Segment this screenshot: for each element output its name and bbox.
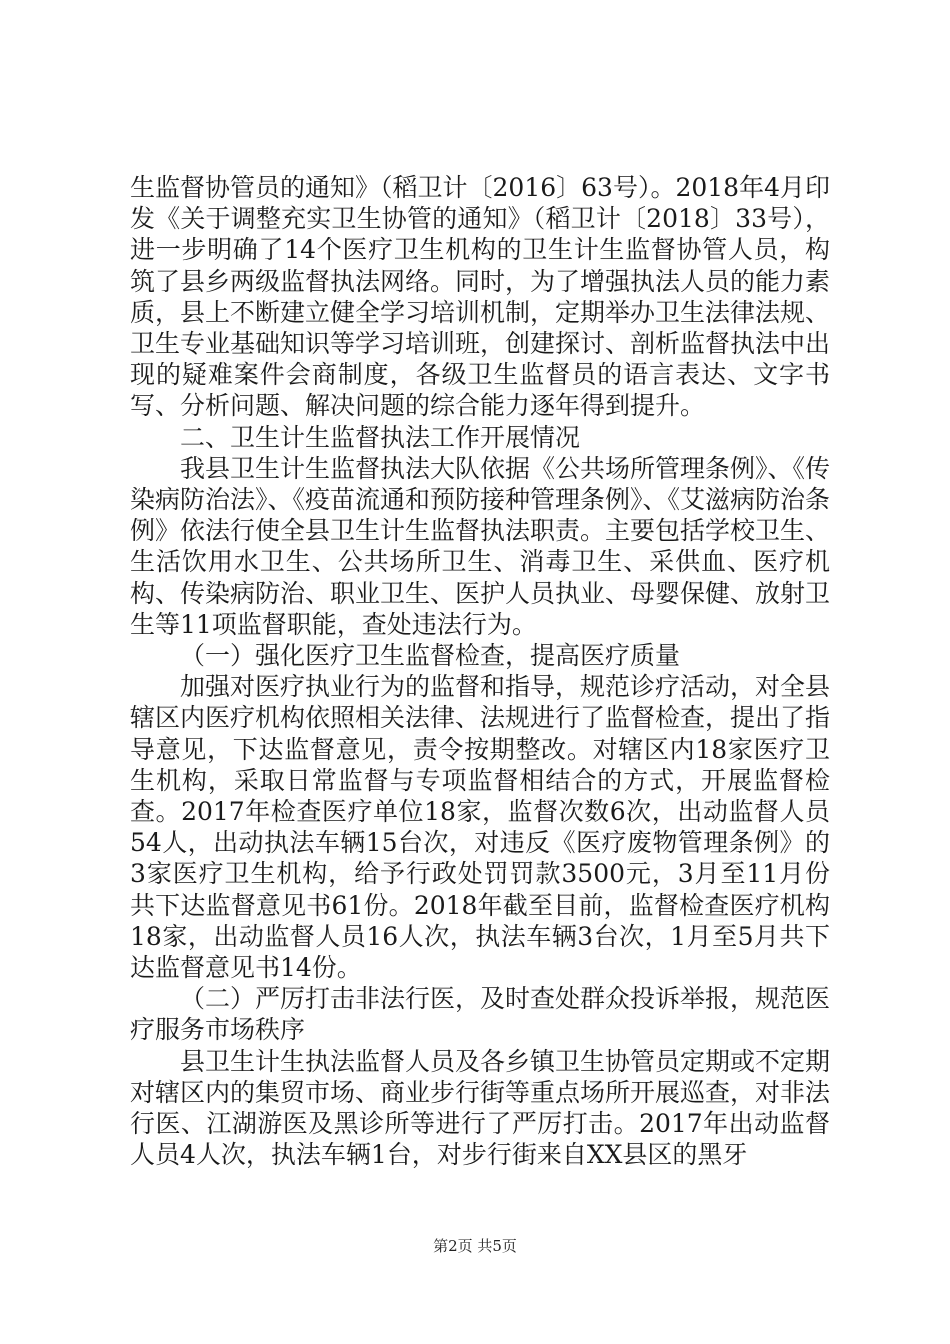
subsection-heading-2: （二）严厉打击非法行医，及时查处群众投诉举报，规范医疗服务市场秩序	[130, 984, 831, 1045]
page-number: 第2页 共5页	[433, 1237, 517, 1255]
document-body	[130, 172, 830, 1171]
paragraph-illegal-practice: 县卫生计生执法监督人员及各乡镇卫生协管员定期或不定期对辖区内的集贸市场、商业步行街等重点场所开展巡查，对非法行医、江湖游医及黑诊所等进行了严厉打击。2017年出动监督人员4人次，执法车辆1台，对步行街来自XX县区的黑牙	[130, 1046, 831, 1170]
paragraph-medical-supervision: 加强对医疗执业行为的监督和指导，规范诊疗活动，对全县辖区内医疗机构依照相关法律、法规进行了监督检查，提出了指导意见，下达监督意见，责令按期整改。对辖区内18家医疗卫生机构，采取日常监督与专项监督相结合的方式，开展监督检查。2017年检查医疗单位18家，监督次数6次，出动监督人员54人，出动执法车辆15台次，对违反《医疗废物管理条例》的3家医疗卫生机构，给予行政处罚罚款3500元，3月至11月份共下达监督意见书61份。2018年截至目前，监督检查医疗机构18家，出动监督人员16人次，执法车辆3台次，1月至5月共下达监督意见书14份。	[130, 672, 831, 983]
subsection-heading-1: （一）强化医疗卫生监督检查，提高医疗质量	[180, 641, 681, 671]
page-footer	[0, 1236, 950, 1256]
section-heading-2: 二、卫生计生监督执法工作开展情况	[180, 422, 581, 452]
paragraph-notice-continuation: 生监督协管员的通知》（稻卫计〔2016〕63号）。2018年4月印发《关于调整充实卫生协管的通知》（稻卫计〔2018〕33号），进一步明确了14个医疗卫生机构的卫生计生监督协管人员，构筑了县乡两级监督执法网络。同时，为了增强执法人员的能力素质，县上不断建立健全学习培训机制，定期举办卫生法律法规、卫生专业基础知识等学习培训班，创建探讨、剖析监督执法中出现的疑难案件会商制度，各级卫生监督员的语言表达、文字书写、分析问题、解决问题的综合能力逐年得到提升。	[130, 173, 831, 421]
paragraph-law-enforcement-duties: 我县卫生计生监督执法大队依据《公共场所管理条例》、《传染病防治法》、《疫苗流通和预防接种管理条例》、《艾滋病防治条例》依法行使全县卫生计生监督执法职责。主要包括学校卫生、生活饮用水卫生、公共场所卫生、消毒卫生、采供血、医疗机构、传染病防治、职业卫生、医护人员执业、母婴保健、放射卫生等11项监督职能，查处违法行为。	[130, 453, 831, 639]
